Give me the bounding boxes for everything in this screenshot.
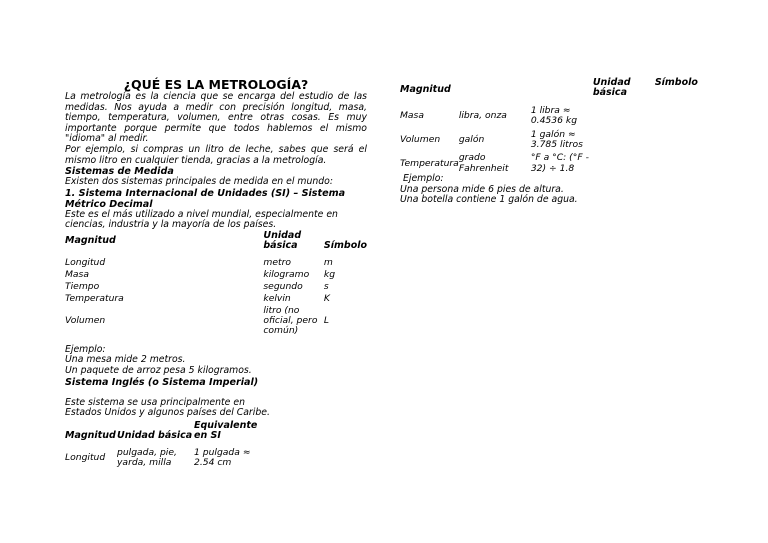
cell-equivalente: 1 pulgada ≈ 2.54 cm	[194, 446, 251, 468]
english-heading: Sistema Inglés (o Sistema Imperial)	[65, 376, 259, 388]
cell-magnitud: Longitud	[65, 451, 106, 463]
header-simbolo: Símbolo	[654, 77, 698, 88]
english-description: Este sistema se usa principalmente en Estados Unidos y algunos países del Caribe.	[65, 396, 270, 419]
english-table-continued	[400, 78, 705, 174]
si-example-line: Un paquete de arroz pesa 5 kilogramos.	[65, 364, 252, 376]
header-unidad: Unidad básica	[592, 77, 631, 99]
table-row	[400, 106, 705, 127]
cell-simbolo: K	[323, 293, 330, 305]
si-heading: 1. Sistema Internacional de Unidades (SI) – Sistema Métrico Decimal	[65, 187, 346, 210]
cell-equivalente: 1 galón ≈ 3.785 litros	[530, 128, 583, 151]
table-row	[65, 293, 367, 305]
cell-unidad: pulgada, pie, yarda, milla	[117, 446, 177, 468]
header-equivalente: Equivalente en SI	[194, 419, 258, 442]
left-column	[65, 78, 367, 468]
english-example-label: Ejemplo:	[403, 173, 444, 185]
page-title: ¿QUÉ ES LA METROLOGÍA?	[123, 77, 309, 92]
intro-paragraph: La metrología es la ciencia que se encarga del estudio de las medidas. Nos ayuda a medir con precisión longitud, masa, tiempo, temperatura, volumen, entre otras cosas. Es muy importante porque permite que todos hablemos el mismo "idioma" al medir.	[65, 91, 367, 145]
english-example-line: Una botella contiene 1 galón de agua.	[400, 194, 578, 206]
cell-magnitud: Volumen	[400, 133, 441, 145]
table-row	[400, 130, 705, 151]
header-magnitud: Magnitud	[65, 235, 116, 247]
table-header-row	[400, 78, 705, 99]
header-unidad: Unidad básica	[263, 229, 302, 252]
header-unidad: Unidad básica	[117, 430, 193, 442]
cell-unidad: litro (no oficial, pero común)	[263, 304, 318, 337]
si-example-label: Ejemplo:	[65, 343, 106, 355]
table-row	[65, 269, 367, 281]
cell-magnitud: Tiempo	[65, 281, 100, 293]
cell-simbolo: m	[323, 256, 333, 268]
cell-unidad: grado Fahrenheit	[458, 152, 509, 174]
header-simbolo: Símbolo	[323, 240, 367, 252]
systems-intro: Existen dos sistemas principales de medida en el mundo:	[65, 176, 333, 188]
si-description: Este es el más utilizado a nivel mundial, especialmente en ciencias, industria y la mayoría de los países.	[65, 208, 338, 231]
example-paragraph: Por ejemplo, si compras un litro de leche, sabes que será el mismo litro en cualquier tienda, gracias a la metrología.	[65, 143, 367, 166]
cell-unidad: segundo	[263, 281, 303, 293]
cell-unidad: kelvin	[263, 293, 291, 305]
table-header-row	[65, 421, 264, 442]
english-example-line: Una persona mide 6 pies de altura.	[400, 183, 564, 195]
table-row	[65, 281, 367, 293]
cell-equivalente: 1 libra ≈ 0.4536 kg	[530, 104, 578, 127]
table-row	[65, 257, 367, 269]
cell-unidad: libra, onza	[458, 110, 507, 122]
cell-magnitud: Masa	[400, 110, 424, 122]
table-row	[65, 448, 264, 469]
systems-heading: Sistemas de Medida	[65, 166, 174, 178]
cell-unidad: kilogramo	[263, 268, 310, 280]
english-table	[65, 421, 264, 469]
table-row	[400, 153, 705, 174]
cell-magnitud: Temperatura	[400, 157, 459, 169]
cell-simbolo: s	[323, 281, 329, 293]
cell-magnitud: Volumen	[65, 314, 106, 326]
right-column	[400, 78, 705, 206]
header-magnitud: Magnitud	[65, 430, 116, 442]
cell-simbolo: kg	[323, 268, 336, 280]
table-row	[65, 306, 367, 337]
header-magnitud: Magnitud	[400, 84, 451, 96]
cell-magnitud: Longitud	[65, 256, 106, 268]
si-table	[65, 231, 367, 337]
cell-unidad: metro	[263, 256, 291, 268]
cell-simbolo: L	[323, 314, 330, 326]
cell-equivalente: °F a °C: (°F - 32) ÷ 1.8	[530, 152, 589, 174]
si-example-line: Una mesa mide 2 metros.	[65, 354, 186, 366]
table-header-row	[65, 231, 367, 252]
cell-unidad: galón	[458, 133, 485, 145]
cell-magnitud: Temperatura	[65, 293, 124, 305]
cell-magnitud: Masa	[65, 268, 89, 280]
